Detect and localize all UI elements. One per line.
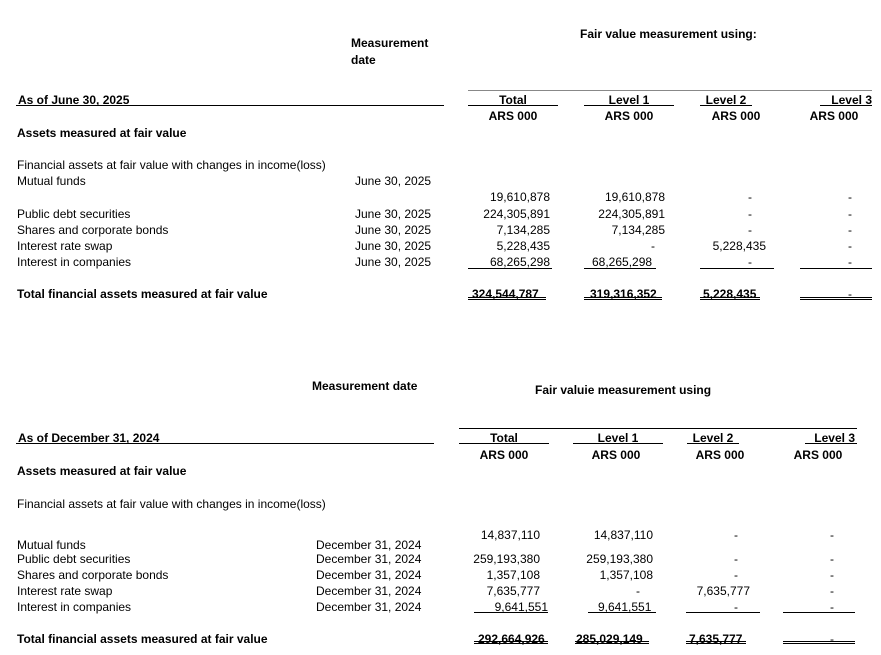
- s2-total-double-rule-level1: [575, 641, 649, 644]
- s2-header-rule: [459, 428, 857, 429]
- s2-col-level3-underline: [805, 443, 857, 444]
- s2-row-total: 9,641,551: [494, 600, 548, 614]
- s1-unit-total: ARS 000: [488, 109, 538, 123]
- s2-row-level2: 7,635,777: [696, 584, 750, 598]
- s2-row-total: 259,193,380: [473, 552, 540, 566]
- s2-row-date: December 31, 2024: [316, 568, 422, 582]
- s1-col-level1: Level 1: [608, 93, 650, 107]
- s2-col-total-underline: [459, 443, 549, 444]
- s2-row-level3: -: [830, 552, 834, 566]
- s2-col-level2: Level 2: [692, 431, 734, 445]
- s2-subtotal-rule-total: [474, 612, 548, 613]
- s1-total-label: Total financial assets measured at fair value: [17, 287, 268, 301]
- s2-col-level1: Level 1: [597, 431, 639, 445]
- s2-row-total: 1,357,108: [486, 568, 540, 582]
- s1-as-of-label: As of June 30, 2025: [18, 93, 130, 107]
- s1-assets-heading: Assets measured at fair value: [17, 126, 187, 140]
- s2-mutual-funds-level3: -: [830, 528, 834, 542]
- s2-unit-level3: ARS 000: [793, 448, 843, 462]
- s1-row-label: Shares and corporate bonds: [17, 223, 169, 237]
- s2-col-level1-underline: [573, 443, 663, 444]
- s2-total-label: Total financial assets measured at fair value: [17, 632, 268, 646]
- s1-total-level3: -: [848, 287, 852, 301]
- s2-row-level2: -: [734, 552, 738, 566]
- s1-row-date: June 30, 2025: [355, 223, 432, 237]
- s2-row-label: Interest in companies: [17, 600, 132, 614]
- s2-fair-value-title: Fair valuie measurement using: [535, 383, 712, 397]
- s1-mutual-funds-date: June 30, 2025: [355, 174, 432, 188]
- s1-fair-value-title: Fair value measurement using:: [580, 27, 757, 41]
- s2-row-date: December 31, 2024: [316, 538, 422, 552]
- s2-row-level1: 259,193,380: [586, 552, 653, 566]
- s1-row-date: June 30, 2025: [355, 207, 432, 221]
- s2-col-level2-underline: [687, 443, 739, 444]
- s1-row-level2: -: [748, 255, 752, 269]
- s1-mutual-funds-level2: -: [748, 190, 752, 204]
- s2-row-label: Mutual funds: [17, 538, 86, 552]
- s1-fin-heading: Financial assets at fair value with changes in income(loss): [17, 158, 326, 172]
- s1-measurement-header-line1: Measurement: [351, 36, 429, 50]
- s1-as-of-underline: [16, 105, 444, 106]
- s1-row-total: 224,305,891: [483, 207, 550, 221]
- s1-row-total: 68,265,298: [489, 255, 550, 269]
- s2-mutual-funds-level1: 14,837,110: [593, 528, 653, 542]
- s1-subtotal-rule-level2: [700, 268, 774, 269]
- s2-total-double-rule-level3: [783, 641, 855, 644]
- s1-row-level1: -: [651, 239, 655, 253]
- s2-subtotal-rule-level2: [686, 612, 760, 613]
- s1-row-level1: 224,305,891: [598, 207, 665, 221]
- s2-total-double-rule-total: [474, 641, 548, 644]
- s2-row-total: 7,635,777: [486, 584, 540, 598]
- s1-unit-level2: ARS 000: [711, 109, 761, 123]
- s2-total-total: 292,664,926: [478, 632, 545, 646]
- s1-row-level2: -: [748, 207, 752, 221]
- s2-row-level1: 1,357,108: [599, 568, 653, 582]
- s2-total-level1: 285,029,149: [576, 632, 643, 646]
- s1-header-rule: [468, 90, 872, 91]
- s2-row-date: December 31, 2024: [316, 584, 422, 598]
- s1-row-total: 7,134,285: [496, 223, 550, 237]
- s1-row-level1: 68,265,298: [592, 255, 653, 269]
- s1-row-label: Interest in companies: [17, 255, 132, 269]
- s2-measurement-header: Measurement date: [312, 379, 418, 393]
- s2-col-total: Total: [490, 431, 518, 445]
- s2-subtotal-rule-level3: [783, 612, 855, 613]
- s2-row-date: December 31, 2024: [316, 600, 422, 614]
- s1-total-double-rule-level2: [700, 297, 760, 300]
- s1-col-level1-underline: [584, 105, 674, 106]
- s2-row-label: Shares and corporate bonds: [17, 568, 169, 582]
- s1-col-total-underline: [468, 105, 558, 106]
- s1-row-date: June 30, 2025: [355, 255, 432, 269]
- s2-row-date: December 31, 2024: [316, 552, 422, 566]
- s2-unit-total: ARS 000: [479, 448, 529, 462]
- s2-total-double-rule-level2: [686, 641, 746, 644]
- s1-mutual-funds-level1: 19,610,878: [604, 190, 665, 204]
- s1-unit-level3: ARS 000: [809, 109, 859, 123]
- s1-row-level3: -: [848, 239, 852, 253]
- s1-col-total: Total: [499, 93, 527, 107]
- s1-row-level1: 7,134,285: [611, 223, 665, 237]
- s1-mutual-funds-total: 19,610,878: [489, 190, 550, 204]
- s1-col-level3: Level 3: [831, 93, 872, 107]
- s1-total-level1: 319,316,352: [590, 287, 657, 301]
- s1-col-level2: Level 2: [705, 93, 747, 107]
- s2-unit-level2: ARS 000: [695, 448, 745, 462]
- s1-total-total: 324,544,787: [472, 287, 539, 301]
- s1-subtotal-rule-level3: [800, 268, 872, 269]
- s2-col-level3: Level 3: [814, 431, 855, 445]
- s1-subtotal-rule-total: [468, 268, 552, 269]
- s1-row-label: Interest rate swap: [17, 239, 113, 253]
- s2-row-level1: 9,641,551: [598, 600, 652, 614]
- s1-col-level3-underline: [820, 105, 872, 106]
- s2-subtotal-rule-level1: [588, 612, 656, 613]
- s1-total-double-rule-level3: [800, 297, 872, 300]
- s1-unit-level1: ARS 000: [604, 109, 654, 123]
- s2-as-of-label: As of December 31, 2024: [18, 431, 160, 445]
- s2-row-label: Interest rate swap: [17, 584, 113, 598]
- s1-mutual-funds-label: Mutual funds: [17, 174, 86, 188]
- s1-row-level3: -: [848, 255, 852, 269]
- s2-row-label: Public debt securities: [17, 552, 131, 566]
- s2-as-of-underline: [16, 443, 434, 444]
- s1-row-date: June 30, 2025: [355, 239, 432, 253]
- s2-mutual-funds-total: 14,837,110: [480, 528, 540, 542]
- s1-col-level2-underline: [700, 105, 752, 106]
- s2-row-level2: -: [734, 600, 738, 614]
- s2-total-level2: 7,635,777: [689, 632, 743, 646]
- s1-row-level3: -: [848, 207, 852, 221]
- s2-row-level2: -: [734, 568, 738, 582]
- s1-mutual-funds-level3: -: [848, 190, 852, 204]
- s2-row-level3: -: [830, 600, 834, 614]
- s1-total-double-rule-level1: [584, 297, 662, 300]
- s1-measurement-header-line2: date: [351, 53, 376, 67]
- s1-row-level3: -: [848, 223, 852, 237]
- s2-mutual-funds-level2: -: [734, 528, 738, 542]
- s2-total-level3: -: [830, 632, 834, 646]
- s2-assets-heading: Assets measured at fair value: [17, 464, 187, 478]
- s2-row-level3: -: [830, 568, 834, 582]
- s2-fin-heading: Financial assets at fair value with changes in income(loss): [17, 497, 326, 511]
- s1-subtotal-rule-level1: [584, 268, 656, 269]
- s1-row-total: 5,228,435: [496, 239, 550, 253]
- s1-row-level2: -: [748, 223, 752, 237]
- s1-row-level2: 5,228,435: [712, 239, 766, 253]
- s2-row-level1: -: [636, 584, 640, 598]
- s1-row-label: Public debt securities: [17, 207, 131, 221]
- s2-unit-level1: ARS 000: [591, 448, 641, 462]
- s1-total-level2: 5,228,435: [703, 287, 757, 301]
- s2-row-level3: -: [830, 584, 834, 598]
- s1-total-double-rule-total: [468, 297, 546, 300]
